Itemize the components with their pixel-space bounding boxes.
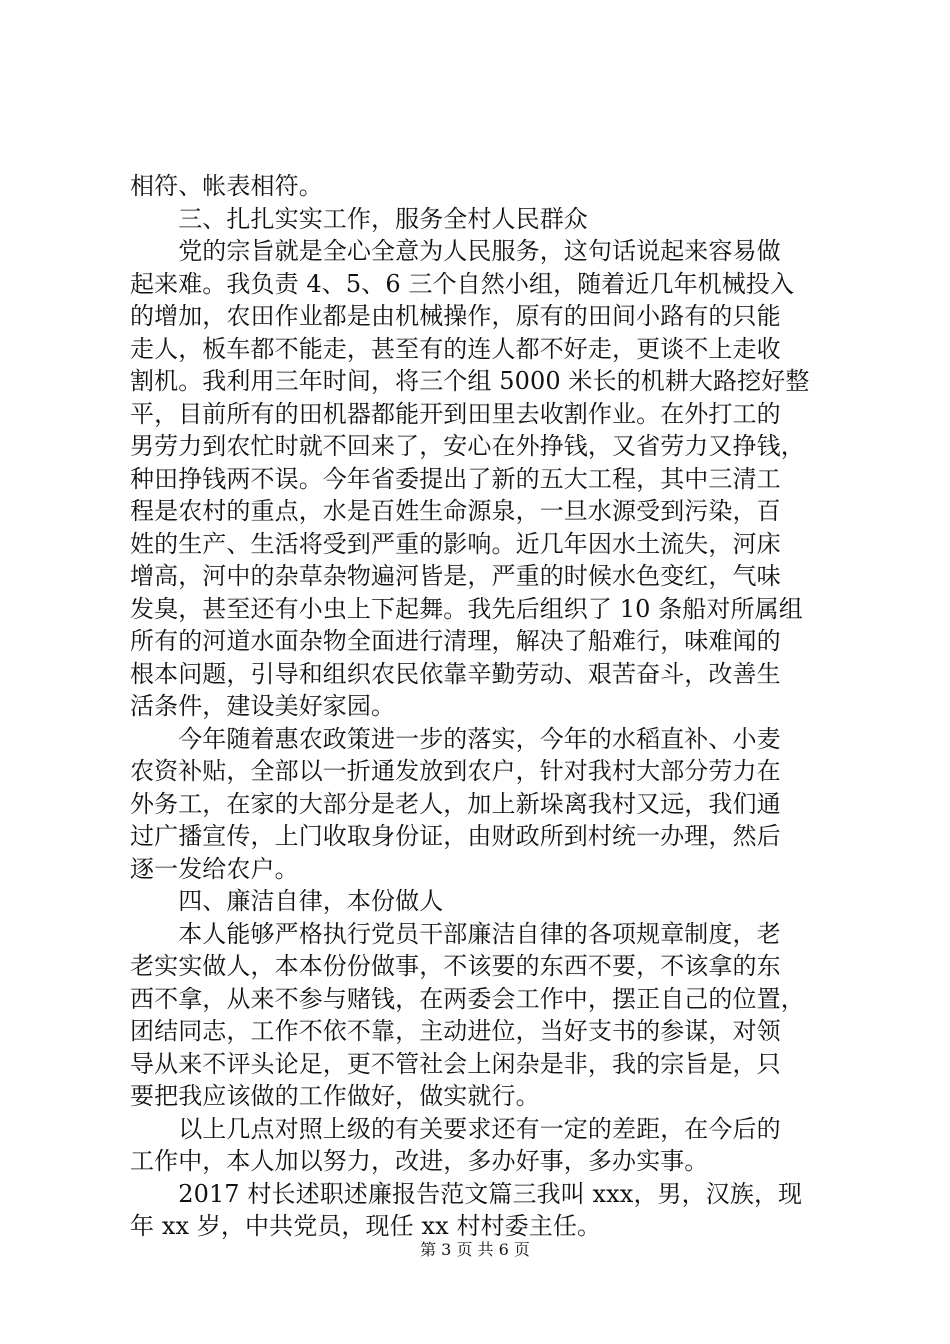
text-line: 团结同志，工作不依不靠，主动进位，当好支书的参谋，对领 xyxy=(130,1017,781,1045)
text-line: 发臭，甚至还有小虫上下起舞。我先后组织了 10 条船对所属组 xyxy=(130,594,803,623)
text-line: 工作中，本人加以努力，改进，多办好事，多办实事。 xyxy=(130,1147,709,1175)
text-line: 活条件，建设美好家园。 xyxy=(130,692,396,720)
text-line: 起来难。我负责 4、5、6 三个自然小组，随着近几年机械投入 xyxy=(130,269,795,298)
text-line: 以上几点对照上级的有关要求还有一定的差距，在今后的 xyxy=(130,1114,781,1143)
text-line: 种田挣钱两不误。今年省委提出了新的五大工程，其中三清工 xyxy=(130,464,781,493)
text-line: 西不拿，从来不参与赌钱，在两委会工作中，摆正自己的位置， xyxy=(130,984,805,1013)
text-line: 老实实做人，本本份份做事，不该要的东西不要，不该拿的东 xyxy=(130,952,781,980)
text-line: 姓的生产、生活将受到严重的影响。近几年因水土流失，河床 xyxy=(130,529,781,558)
text-line: 走人，板车都不能走，甚至有的连人都不好走，更谈不上走收 xyxy=(130,334,781,363)
text-line: 今年随着惠农政策进一步的落实，今年的水稻直补、小麦 xyxy=(130,724,781,753)
text-line: 党的宗旨就是全心全意为人民服务，这句话说起来容易做 xyxy=(130,237,781,265)
text-line: 男劳力到农忙时就不回来了，安心在外挣钱，又省劳力又挣钱， xyxy=(130,432,805,460)
text-line: 要把我应该做的工作做好，做实就行。 xyxy=(130,1082,540,1110)
text-line: 农资补贴，全部以一折通发放到农户，针对我村大部分劳力在 xyxy=(130,757,781,785)
text-line: 根本问题，引导和组织农民依靠辛勤劳动、艰苦奋斗，改善生 xyxy=(130,659,781,688)
text-line: 外务工，在家的大部分是老人，加上新垛离我村又远，我们通 xyxy=(130,789,781,818)
text-line: 2017 村长述职述廉报告范文篇三我叫 xxx，男，汉族，现 xyxy=(130,1179,803,1208)
text-line: 割机。我利用三年时间，将三个组 5000 米长的机耕大路挖好整 xyxy=(130,367,810,395)
document-body xyxy=(130,170,830,1243)
text-line: 所有的河道水面杂物全面进行清理，解决了船难行，味难闻的 xyxy=(130,627,781,655)
section-heading-4: 四、廉洁自律，本份做人 xyxy=(130,887,444,915)
page-number-footer: 第 3 页 共 6 页 xyxy=(420,1240,530,1259)
text-line: 程是农村的重点，水是百姓生命源泉，一旦水源受到污染，百 xyxy=(130,497,781,525)
text-line: 年 xx 岁，中共党员，现任 xx 村村委主任。 xyxy=(130,1212,602,1240)
text-line: 本人能够严格执行党员干部廉洁自律的各项规章制度，老 xyxy=(130,919,781,948)
text-line: 逐一发给农户。 xyxy=(130,854,299,883)
text-line: 过广播宣传，上门收取身份证，由财政所到村统一办理，然后 xyxy=(130,822,781,850)
section-heading-3: 三、扎扎实实工作，服务全村人民群众 xyxy=(130,204,588,233)
text-line: 平，目前所有的田机器都能开到田里去收割作业。在外打工的 xyxy=(130,399,781,428)
text-line: 导从来不评头论足，更不管社会上闲杂是非，我的宗旨是，只 xyxy=(130,1049,781,1078)
text-line: 增高，河中的杂草杂物遍河皆是，严重的时候水色变红，气味 xyxy=(130,562,781,590)
text-line: 相符、帐表相符。 xyxy=(130,172,323,200)
text-line: 的增加，农田作业都是由机械操作，原有的田间小路有的只能 xyxy=(130,302,781,330)
